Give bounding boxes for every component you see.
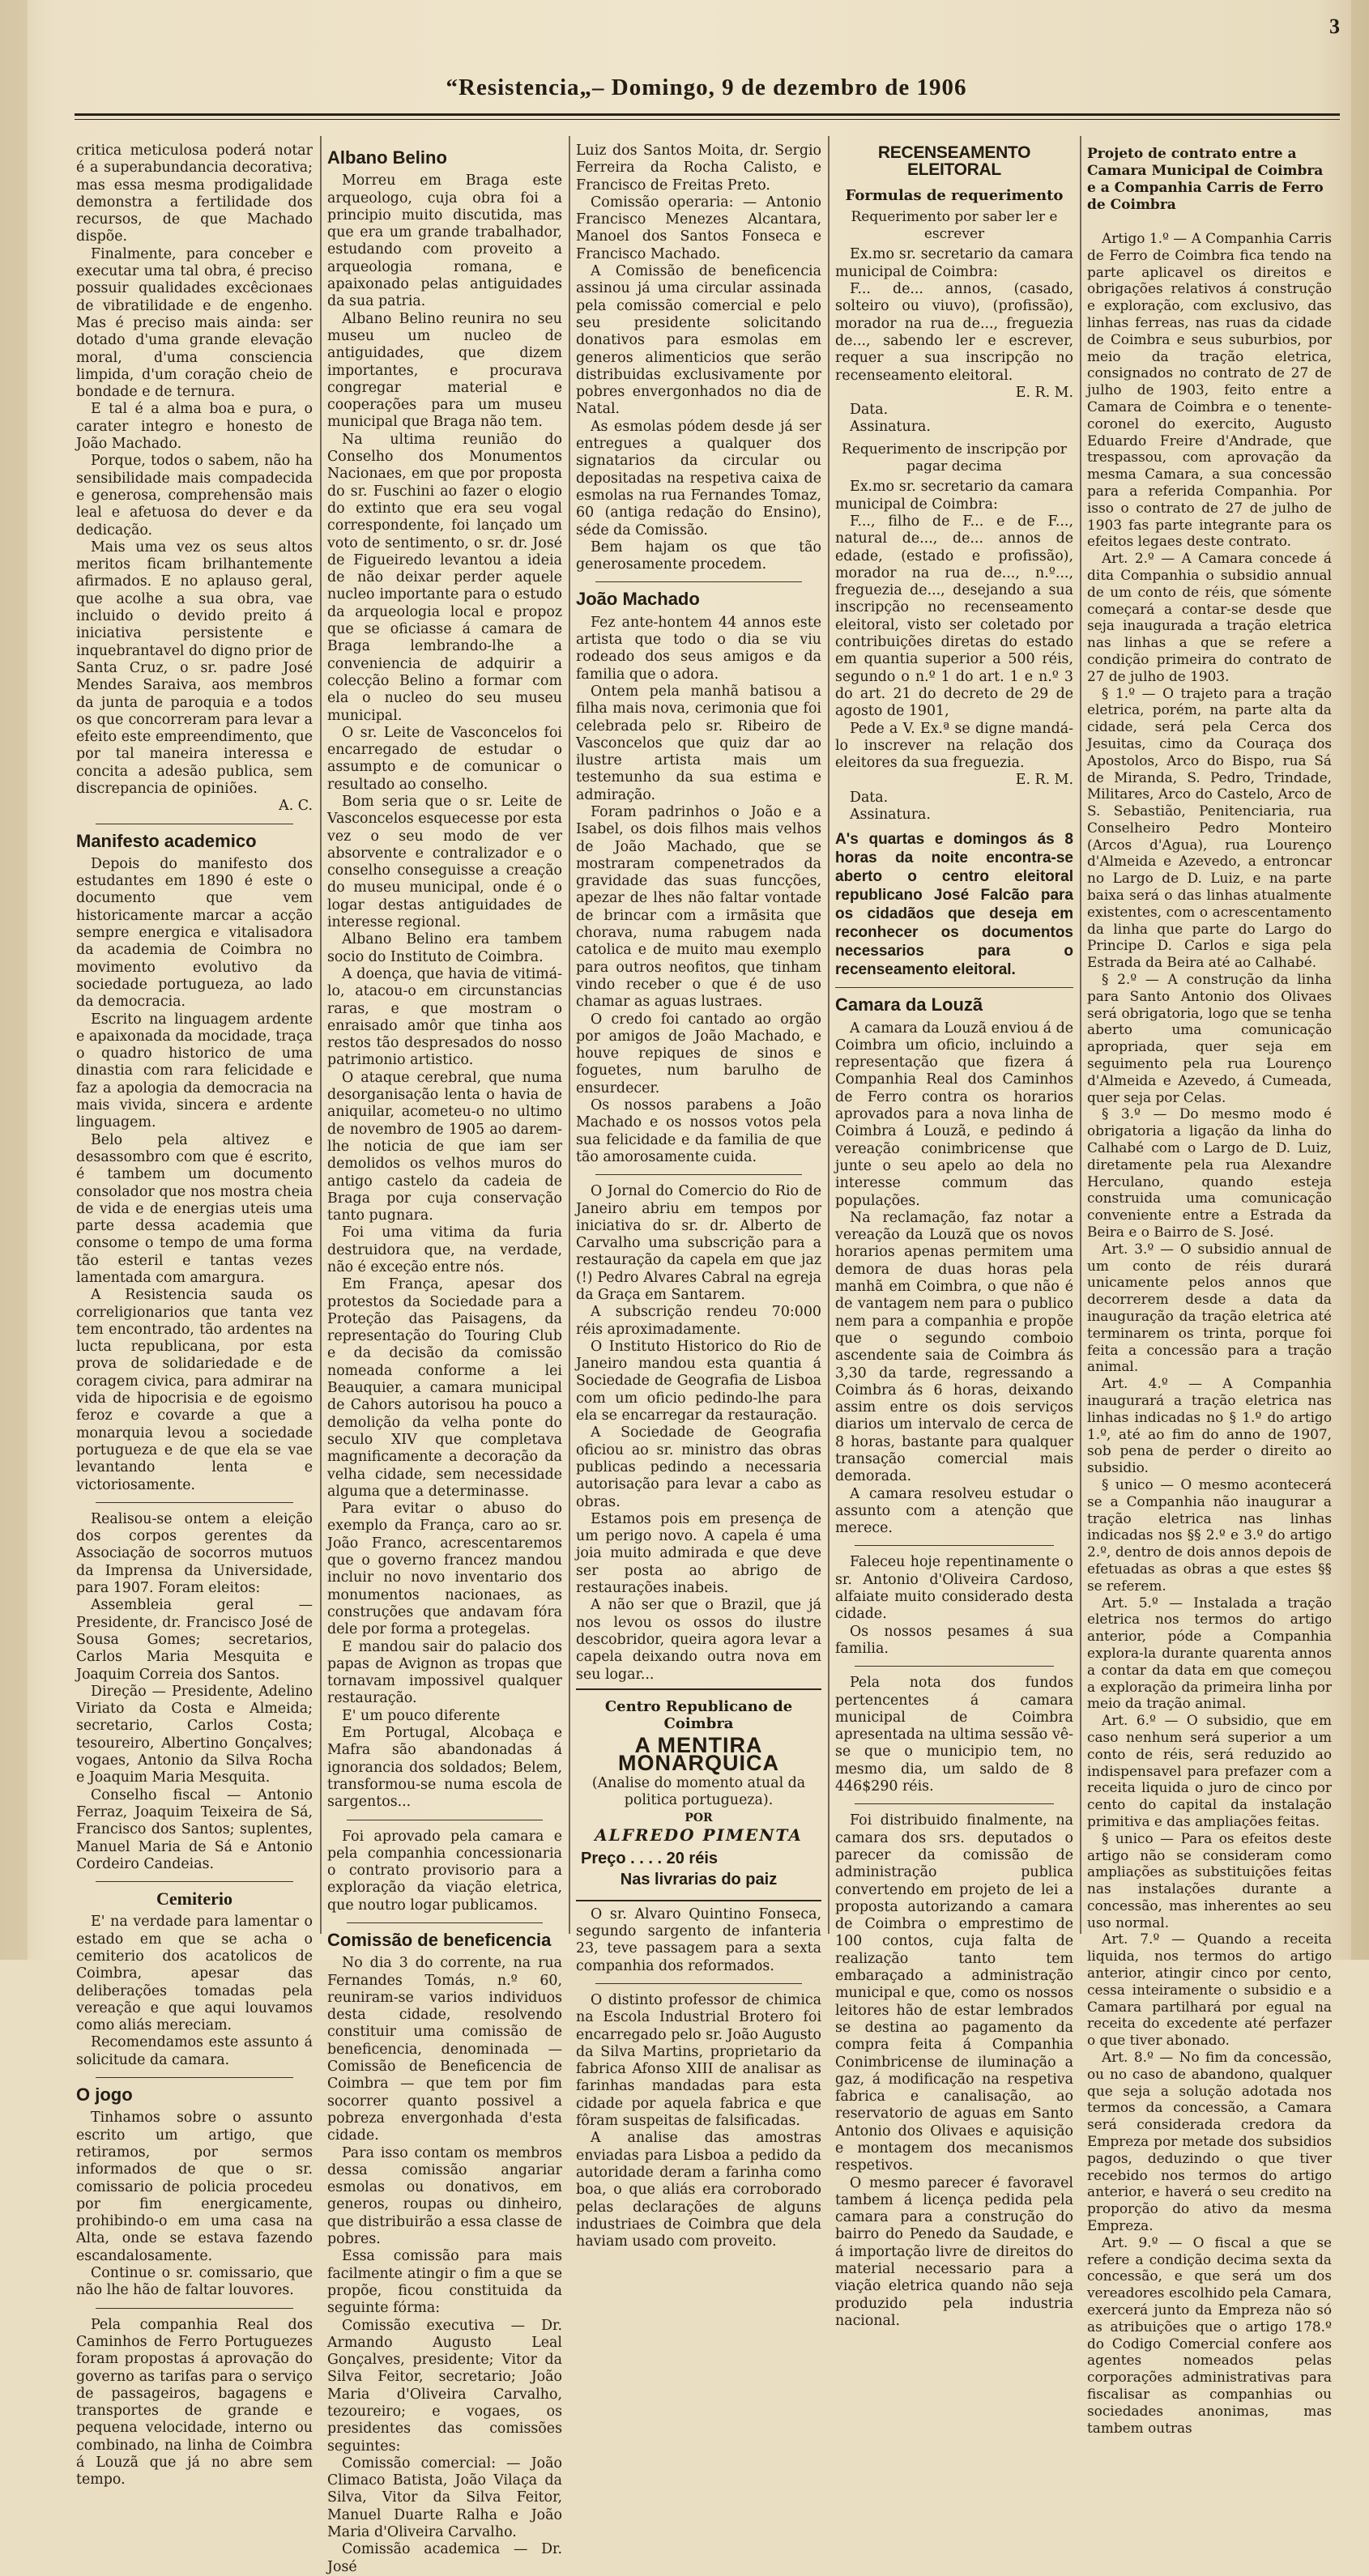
article-paragraph: Comissão academica — Dr. José [327,2541,562,2575]
article-paragraph: Belo pela altivez e desassombro com que é escrito, é tambem um documento consolador que nos mostra cheia de vida e de energias uteis uma parte dessa academia que consome o tempo de uma forma tão esteril e tantas vezes lamentada com amargura. [76,1131,313,1286]
column-separator [828,136,830,1934]
contract-article: § 3.º — Do mesmo modo é obrigatoria a ligação da linha do Calhabé com o Largo de D. Luiz, diretamente pela rua Alexandre Herculano, quando esteja construida uma comunicação conveniente entre a Estrada da Beira e o Bairro de S. José. [1087,1105,1332,1241]
article-paragraph: No dia 3 do corrente, na rua Fernandes Tomás, n.º 60, reuniram-se varios individuos desta cidade, resolvendo constituir uma comissão de beneficencia, denominada — Comissão de Beneficencia de Coimbra — que tem por fim socorrer quanto possivel a pobreza envergonhada d'esta cidade. [327,1955,562,2144]
divider [595,1174,802,1175]
article-paragraph: Bom seria que o sr. Leite de Vasconcelos esquecesse por esta vez o seu modo de ver absorvente e contralizador e o conselho conseguisse a creação do museu municipal, onde é o logar destas antiguidades de interesse regional. [327,793,562,931]
article-paragraph: A Comissão de beneficencia assinou já uma circular assinada pela comissão comercial e pelo seu presidente solicitando donativos para esmolas em generos alimenticios que serão distribuidas exclusivamente por pobres envergonhados no dia de Natal. [576,263,821,418]
column-4 [835,143,1073,2329]
article-paragraph: Recomendamos este assunto á solicitude da camara. [76,2034,313,2068]
article-paragraph: Na reclamação, faz notar a vereação da Louzã que os novos horarios apenas permitem uma demora de duas horas pela manhã em Coimbra, o que não é de vantagem nem para o publico nem para a companhia e propõe que o segundo comboio ascendente saia de Coimbra ás 3,30 da tarde, regressando a Coimbra ás 6 horas, deixando assim entre os dois serviços diarios um intervalo de cerca de 8 horas, bastante para qualquer transação comercial mais demorada. [835,1209,1073,1485]
article-paragraph: Realisou-se ontem a eleição dos corpos gerentes da Associação de socorros mutuos da Imprensa da Universidade, para 1907. Foram eleitos: [76,1510,313,1597]
contract-article: Art. 8.º — No fim da concessão, ou no caso de abandono, qualquer que seja a solução adotada nos termos da concessão, a Camara será considerada credora da Empreza por metade dos subsidios pagos, deduzindo o que tiver recebido nos termos do artigo anterior, e haverá o seu credito na proporção do ativo da mesma Empreza. [1087,2049,1332,2234]
column-separator [1080,136,1081,1934]
article-paragraph: Comissão operaria: — Antonio Francisco Menezes Alcantara, Manoel dos Santos Fonseca e Francisco Machado. [576,194,821,262]
article-paragraph: A camara da Louzã enviou á de Coimbra um oficio, incluindo a representação que fizera á Companhia Real dos Caminhos de Ferro contra os horarios aprovados para a nova linha de Coimbra á Louzã, e pedindo á vereação conimbricense que junte o seu apelo ao dela no interesse commum das populações. [835,1020,1073,1209]
article-paragraph: Conselho fiscal — Antonio Ferraz, Joaquim Teixeira de Sá, Francisco dos Santos; suplentes, Manuel Maria de Sá e Antonio Cordeiro Candeias. [76,1786,313,1872]
column-separator [569,136,570,1934]
divider [595,581,802,582]
contract-article: § unico — O mesmo acontecerá se a Companhia não inaugurar a tração eletrica nas linhas indicadas nos §§ 2.º e 3.º do artigo 2.º, dentro de dois annos depois de efetuadas as obras a que estes §§ se referem. [1087,1475,1332,1594]
form-line: Ex.mo sr. secretario da camara municipal de Coimbra: [835,479,1073,513]
masthead: “Resistencia„– Domingo, 9 de dezembro de 1906 [446,75,967,100]
form-line: F..., filho de F... e de F..., natural de..., de... annos de edade, (estado e profissão), morador na rua de..., n.º..., freguezia de..., desejando a sua inscripção no recenseamento eleitoral, visto ser coletado por contribuições diretas do estado em quantia superior a 500 réis, segundo o n.º 1 do art. 1 e n.º 3 do art. 21 do decreto de 29 de agosto de 1901, [835,513,1073,720]
contract-article: Art. 3.º — O subsidio annual de um conto de réis durará unicamente pelos annos que decorrerem desde a data da inauguração da tração eletrica até terminarem os trinta, porque foi feita a concessão para a tração animal. [1087,1240,1332,1375]
article-paragraph: Fez ante-hontem 44 annos este artista que todo o dia se viu rodeado dos seus amigos e da familia que o adora. [576,614,821,683]
article-paragraph: A Resistencia sauda os correligionarios que tanta vez tem encontrado, tão ardentes na lucta republicana, por esta prova de solidariedade e de coragem civica, para admirar na vida de hipocrisia e de egoismo feroz e covarde a que a monarquia levou a sociedade portugueza e de que ela se vae levantando lenta e victoriosamente. [76,1287,313,1493]
ad-stores: Nas livrarias do paiz [620,1870,778,1888]
masthead-rule-top [75,113,1340,116]
article-paragraph: As esmolas pódem desde já ser entregues a qualquer dos signatarios da circular ou depositadas na respetiva caixa de esmolas na rua Fernandes Tomaz, 60 (antiga redação do Ensino), séde da Comissão. [576,418,821,539]
article-paragraph: Bem hajam os que tão generosamente procedem. [576,539,821,573]
contract-article: Art. 7.º — Quando a receita liquida, nos termos do artigo anterior, atingir cinco por cento, cessa inteiramente o subsidio e a Camara partilhará por egual na receita do excedente até perfazer o que tiver abonado. [1087,1931,1332,2049]
contract-article: Art. 6.º — O subsidio, que em caso nenhum será superior a um conto de réis, será reduzido ao indispensavel para prefazer com a receita liquida o juro de cinco por cento do capital da instalação primitiva e das ampliações feitas. [1087,1712,1332,1829]
ad-author: ALFREDO PIMENTA [595,1824,803,1845]
article-paragraph: critica meticulosa poderá notar é a superabundancia decorativa; mas essa mesma prodigalidade demonstra a fertilidade dos recursos, de que Machado dispõe. [76,143,313,245]
article-paragraph: Estamos pois em presença de um perigo novo. A capela é uma joia muito admirada e que deve ser posta ao abrigo de restaurações inabeis. [576,1510,821,1597]
divider [96,2308,293,2309]
article-paragraph: Porque, todos o sabem, não ha sensibilidade mais compadecida e generosa, comprehensão mais leal e afetuosa do dever e da dedicação. [76,453,313,539]
headline-beneficencia: Comissão de beneficencia [327,1929,552,1950]
article-paragraph: E tal é a alma boa e pura, o carater integro e honesto de João Machado. [76,401,313,453]
article-paragraph: A analise das amostras enviadas para Lisboa a pedido da autoridade deram a farinha como boa, o que aliás era corroborado pelas declarações de alguns industriaes de Coimbra que dela haviam usado com proveito. [576,2130,821,2250]
subheading-requerimento-1: Requerimento por saber ler e escrever [851,208,1058,243]
article-paragraph: Pela nota dos fundos pertencentes á camara municipal de Coimbra apresentada na ultima sessão vê-se que o municipio tem, no mesmo dia, um saldo de 8 446$290 réis. [835,1675,1073,1795]
article-paragraph: O sr. Alvaro Quintino Fonseca, segundo sargento de infanteria 23, teve passagem para a sexta companhia dos reformados. [576,1905,821,1974]
headline-recenseamento: RECENSEAMENTO ELEITORAL [877,143,1031,180]
divider [855,1545,1054,1546]
article-paragraph: Escrito na linguagem ardente e apaixonada da mocidade, traça o quadro historico de uma dinastia com rara felicidade e faz a apologia da democracia na mais vivida, sincera e ardente linguagem. [76,1011,313,1131]
contract-article: § unico — Para os efeitos deste artigo não se consideram como ampliações as substituições feitas nas instalações durante a concessão, mas inherentes ao seu uso normal. [1087,1829,1332,1931]
headline-cemiterio: Cemiterio [156,1888,233,1910]
article-paragraph: Para isso contam os membros dessa comissão angariar esmolas ou donativos, em generos, roupas ou dinheiro, que distribuirão a essa classe de pobres. [327,2144,562,2248]
article-paragraph: Foram padrinhos o João e a Isabel, os dois filhos mais velhos de João Machado, que se mostraram compenetrados da gravidade das suas funcções, apezar de lhes não faltar vontade de brincar com a irmãsita que chorava, numa rabugem nada catolica e de muito mau exemplo para outros neofitos, que tinham vindo receber o que é de uso chamar as aguas lustraes. [576,803,821,1011]
article-paragraph: O credo foi cantado ao orgão por amigos de João Machado, e houve repiques de sinos e foguetes, num barulho de ensurdecer. [576,1011,821,1096]
article-signature: A. C. [279,798,313,815]
article-paragraph: O Jornal do Comercio do Rio de Janeiro abriu em tempos por iniciativa do sr. dr. Alberto de Carvalho uma subscrição para a restauração da capela em que jaz (!) Pedro Alvares Cabral na egreja da Graça em Santarem. [576,1183,821,1303]
headline-belino: Albano Belino [327,147,447,168]
article-paragraph: Assembleia geral — Presidente, dr. Francisco José de Sousa Gomes; secretarios, Carlos Maria Mesquita e Joaquim Correia dos Santos. [76,1597,313,1683]
article-paragraph: Morreu em Braga este arqueologo, cuja obra foi a principio muito discutida, mas que era um grande trabalhador, estudando com proveito a arqueologia romana, e apaixonado pelas antiguidades da sua patria. [327,172,562,310]
article-paragraph: O distinto professor de chimica na Escola Industrial Brotero foi encarregado pelo sr. João Augusto da Silva Martins, proprietario da fabrica Afonso XIII de analisar as farinhas mandadas para esta cidade por aquela fabrica e que fôram suspeitas de falsificadas. [576,1991,821,2130]
article-paragraph: Foi aprovado pela camara e pela companhia concessionaria o contrato provisorio para a exploração da viação eletrica, que noutro logar publicamos. [327,1828,562,1914]
form-line: Data. [850,789,889,806]
ad-organization: Centro Republicano de Coimbra [604,1697,793,1733]
contract-article: Art. 9.º — O fiscal a que se refere a condição decima sexta da concessão, e que será um dos vereadores escolhido pela Camara, exercerá junto da Empreza não só as atribuições que o artigo 178.º do Codigo Comercial confere aos agentes nomeados pelas corporações administrativas para fiscalisar as companhias ou sociedades anonimas, mas tambem outras [1087,2233,1332,2436]
article-paragraph: Continue o sr. comissario, que não lhe hão de faltar louvores. [76,2265,313,2299]
article-paragraph: Em França, apesar dos protestos da Sociedade para a Proteção das Paisagens, da representação do Touring Club e da decisão da comissão nomeada conforme a lei Beauquier, a camara municipal de Cahors autorisou ha pouco a demolição da velha ponte do seculo XIV que completava magnificamente a decoração da velha cidade, sem necessidade alguma que a determinasse. [327,1276,562,1500]
article-paragraph: Os nossos pesames á sua familia. [835,1623,1073,1657]
article-paragraph: Faleceu hoje repentinamente o sr. Antonio d'Oliveira Cardoso, alfaiate muito considerado desta cidade. [835,1554,1073,1623]
article-paragraph: O ataque cerebral, que numa desorganisação lenta o havia de aniquilar, acometeu-o no ultimo de novembro de 1905 ao darem-lhe noticia de que iam ser demolidos os velhos muros do antigo castelo da cadeia de Braga por cuja conservação tanto pugnara. [327,1069,562,1224]
centro-eleitoral-notice: A's quartas e domingos ás 8 horas da noite encontra-se aberto o centro eleitoral republicano José Falcão para os cidadãos que deseja em reconhecer os documentos necessarios para o recenseamento eleitoral. [835,831,1073,979]
form-line: Assinatura. [850,806,931,823]
article-paragraph: A subscrição rendeu 70:000 réis aproximadamente. [576,1304,821,1338]
headline-machado: João Machado [576,589,700,610]
article-paragraph: Luiz dos Santos Moita, dr. Sergio Ferreira da Rocha Calisto, e Francisco de Freitas Preto. [576,143,821,194]
column-3 [576,143,821,2250]
column-5 [1087,143,1332,2436]
article-paragraph: Albano Belino era tambem socio do Instituto de Coimbra. [327,931,562,965]
article-paragraph: Comissão executiva — Dr. Armando Augusto Leal Gonçalves, presidente; Vitor da Silva Feitor, secretario; João Maria d'Oliveira Carvalho, tezoureiro; e vogaes, os presidentes das comissões seguintes: [327,2317,562,2455]
page-number: 3 [1329,15,1340,38]
ad-book-title: A MENTIRA MONARQUICA [618,1733,779,1775]
ad-price [581,1850,821,1867]
divider [96,1881,293,1882]
article-paragraph: Pela companhia Real dos Caminhos de Ferro Portuguezes foram propostas á aprovação do governo as tarifas para o serviço de passageiros, bagagens e transportes de grande e pequena velocidade, interno ou combinado, na linha de Coimbra á Louzã que já no abre sem tempo. [76,2316,313,2489]
article-paragraph: E' na verdade para lamentar o estado em que se acha o cemiterio dos acatolicos de Coimbra, apesar das deliberações tomadas pela vereação e que aqui louvamos como aliás mereciam. [76,1914,313,2034]
article-paragraph: Finalmente, para conceber e executar uma tal obra, é preciso possuir qualidades excêcionaes de vibratilidade e de engenho. Mas é preciso mais ainda: ser dotado d'uma grande elevação moral, d'uma consciencia limpida, d'um coração cheio de bondade e de ternura. [76,245,313,401]
divider [595,1983,802,1984]
article-paragraph: A camara resolveu estudar o assunto com a atenção que merece. [835,1485,1073,1537]
ad-price-label: Preço . . . . [581,1850,663,1868]
article-paragraph: Foi uma vitima da furia destruidora que, na verdade, não é exceção entre nós. [327,1224,562,1275]
article-paragraph: O Instituto Historico do Rio de Janeiro mandou esta quantia á Sociedade de Geografia de Lisboa com um oficio pedindo-lhe para ela se encarregar da restauração. [576,1338,821,1424]
headline-jogo: O jogo [76,2084,133,2106]
form-line: F... de... annos, (casado, solteiro ou viuvo), (profissão), morador na rua de..., freguezia de..., sabendo ler e escrever, requer a sua inscripção no recenseamento eleitoral. [835,281,1073,384]
page-left-edge [0,0,28,1960]
article-paragraph: A não ser que o Brazil, que já nos levou os ossos do ilustre descobridor, queira agora levar a capela deixando outra nova em seu logar... [576,1597,821,1683]
article-paragraph: Depois do manifesto dos estudantes em 1890 é este o documento que vem historicamente marcar a acção sempre energica e vitalisadora da academia de Coimbra no movimento evolutivo da sociedade portugueza, ao lado da democracia. [76,855,313,1011]
column-separator [320,136,322,1934]
article-paragraph: Em Portugal, Alcobaça e Mafra são abandonadas á ignorancia dos soldados; Belem, transformou-se numa escola de sargentos... [327,1725,562,1811]
divider [835,987,1073,988]
article-paragraph: Essa comissão para mais facilmente atingir o fim a que se propõe, ficou constituida da seguinte fórma: [327,2248,562,2317]
article-paragraph: O sr. Leite de Vasconcelos foi encarregado de estudar o assumpto e de comunicar o resultado ao conselho. [327,724,562,793]
article-paragraph: Direção — Presidente, Adelino Viriato da Costa e Almeida; secretario, Carlos Costa; tesoureiro, Albertino Gonçalves; vogaes, Antonio da Silva Rocha e Joaquim Maria Mesquita. [76,1683,313,1786]
article-paragraph: A Sociedade de Geografia oficiou ao sr. ministro das obras publicas pedindo a necessaria autorisação para levar a cabo as obras. [576,1424,821,1510]
article-paragraph: Albano Belino reunira no seu museu um nucleo de antiguidades, que dizem importantes, e procurava congregar material e cooperações para um museu municipal que Braga não tem. [327,310,562,431]
article-paragraph: Ontem pela manhã batisou a filha mais nova, cerimonia que foi celebrada pelo sr. Ribeiro de Vasconcelos que quiz dar ao ilustre artista mais um testemunho da sua estima e admiração. [576,683,821,803]
article-paragraph: Tinhamos sobre o assunto escrito um artigo, que retiramos, por sermos informados de que o sr. comissario de policia procedeu por fim energicamente, prohibindo-o em uma casa na Alta, onde se estava fazendo escandalosamente. [76,2110,313,2264]
form-line: Data. [850,402,889,419]
form-line: E. R. M. [1015,772,1073,789]
divider [96,2077,293,2078]
divider [347,1922,543,1923]
contract-article: § 1.º — O trajeto para a tração eletrica, porém, na parte alta da cidade, será pela Cerca dos Jesuitas, cimo da Couraça dos Apostolos, Arco do Bispo, rua Sá de Miranda, S. Pedro, Trindade, Militares, Arco do Castelo, Arco de S. Sebastião, Penitenciaria, rua Conselheiro Pedro Monteiro (Arcos d'Agua), rua Lourenço d'Almeida e Azevedo, a entroncar no Largo de D. Luiz, e na parte baixa será o das linhas atualmente existentes, com o acrescentamento da linha que parte do Largo do Principe D. Carlos e siga pela Estrada da Beira até ao Calhabé. [1087,684,1332,971]
headline-manifesto: Manifesto academico [76,830,257,851]
contract-article: Art. 5.º — Instalada a tração eletrica nos termos do artigo anterior, póde a Companhia explora-la durante quarenta annos a contar da data em que começou a exploração da primeira linha por meio da tração animal. [1087,1594,1332,1712]
headline-projeto-contrato: Projeto de contrato entre a Camara Municipal de Coimbra e a Companhia Carris de Ferro de Coimbra [1087,146,1324,213]
column-2 [327,143,562,2575]
subheading-formulas: Formulas de requerimento [845,186,1064,204]
divider [855,1666,1054,1667]
contract-article: Art. 2.º — A Camara concede á dita Companhia o subsidio annual de um conto de réis, que sómente começará a contar-se desde que seja inaugurada a tração eletrica nas linhas a que se refere a condição primeira do contrato de 27 de julho de 1903. [1087,550,1332,684]
contract-article: Art. 4.º — A Companhia inaugurará a tração eletrica nas linhas indicadas no § 1.º do artigo 1.º, até ao fim do anno de 1907, sob pena de perder o direito ao subsidio. [1087,1375,1332,1476]
divider [855,1803,1054,1804]
contract-article: Artigo 1.º — A Companhia Carris de Ferro de Coimbra fica tendo na parte aplicavel os direitos e obrigações relativos á construção e exploração, com exclusivo, das linhas ferreas, nas ruas da cidade de Coimbra e seus suburbios, por meio da tração eletrica, consignados no contrato de 27 de julho de 1903, feito entre a Camara de Coimbra e o tenente-coronel do exercito, Augusto Eduardo Freire d'Andrade, que trespassou, com aprovação da mesma Camara, a sua concessão para a referida Companhia. Por isso o contrato de 27 de julho de 1903 fas parte integrante para os efeitos legaes deste contrato. [1087,230,1332,550]
form-line: E. R. M. [1015,384,1073,401]
article-paragraph: Mais uma vez os seus altos meritos ficam brilhantemente afirmados. E no aplauso geral, que acolhe a sua obra, vae incluido o devido preito á iniciativa persistente e inquebrantavel do digno prior de Santa Cruz, o sr. padre José Mendes Saraiva, aos membros da junta de paroquia e a todos os que concorreram para levar a efeito este empreendimento, que por tal maneira interessa e concita a adesão publica, sem discrepancia de opiniões. [76,539,313,797]
ad-price-value: 20 réis [666,1850,718,1868]
contract-article: § 2.º — A construção da linha para Santo Antonio dos Olivaes será obrigatoria, logo que se tenha aberto uma comunicação apropriada, quer seja em seguimento pela rua Lourenço d'Almeida e Azevedo, á Cumeada, quer seja por Celas. [1087,971,1332,1105]
form-line: Ex.mo sr. secretario da camara municipal de Coimbra: [835,246,1073,280]
ad-by: POR [684,1811,713,1824]
article-paragraph: A doença, que havia de vitimá-lo, atacou-o em circunstancias raras, e que mostram o enraisado amôr que tinha aos restos tão despresados do nosso patrimonio artistico. [327,965,562,1069]
book-advertisement [576,1688,821,1901]
divider [96,1502,293,1503]
article-paragraph: Comissão comercial: — João Climaco Batista, João Vilaça da Silva, Vitor da Silva Feitor, Manuel Duarte Ralha e João Maria d'Oliveira Carvalho. [327,2455,562,2541]
article-paragraph: Na ultima reunião do Conselho dos Monumentos Nacionaes, em que por proposta do sr. Fuschini ao fazer o elogio do extinto que era seu vogal correspondente, foi lançado um voto de sentimento, o sr. dr. José de Figueiredo levantou a ideia de não deixar perder aquele nucleo importante para o estudo da arqueologia local e propoz que se oficiasse á camara de Braga lembrando-lhe a conveniencia de adquirir a colecção Belino a formar com ela o nucleo do seu museu municipal. [327,431,562,724]
ad-subtitle: (Analise do momento atual da politica portugueza). [591,1775,806,1809]
article-paragraph: O mesmo parecer é favoravel tambem á licença pedida pela camara para a construção do bairro do Penedo da Saudade, e á importação livre de direitos do material necessario para a viação eletrica quando não seja produzido pela industria nacional. [835,2174,1073,2329]
headline-louza: Camara da Louzã [835,994,983,1015]
form-line: Pede a V. Ex.ª se digne mandá-lo inscrever na relação dos eleitores da sua freguezia. [835,720,1073,772]
masthead-rule-bottom [75,119,1340,120]
article-paragraph: E mandou sair do palacio dos papas de Avignon as tropas que tornavam impossivel qualquer restauração. [327,1638,562,1707]
article-paragraph: Foi distribuido finalmente, na camara dos srs. deputados o parecer da comissão de administração publica convertendo em projeto de lei a proposta autorizando a camara de Coimbra o emprestimo de 100 contos, cuja falta de realização tanto tem embaraçado a administração municipal e que, como os nossos leitores hão de estar lembrados se destina ao pagamento da compra feita á Companhia Conimbricense de iluminação a gaz, á modificação na respetiva fabrica e canalisação, ao reservatorio de aguas em Santo Antonio dos Olivaes e aquisição e montagem dos mecanismos respetivos. [835,1812,1073,2174]
subheading-requerimento-2: Requerimento de inscripção por pagar decima [842,441,1067,475]
column-1 [76,143,313,2489]
article-paragraph: E' um pouco diferente [342,1707,501,1724]
article-paragraph: Os nossos parabens a João Machado e os nossos votos pela sua felicidade e da familia de que tão amorosamente cuida. [576,1097,821,1165]
page-right-edge [1351,0,1369,1960]
article-paragraph: Para evitar o abuso do exemplo da França, caro ao sr. João Franco, acrescentaremos que o governo francez mandou incluir no novo inventario dos monumentos nacionaes, as construções que andavam fóra dele por forma a protegelas. [327,1501,562,1638]
form-line: Assinatura. [850,419,931,436]
